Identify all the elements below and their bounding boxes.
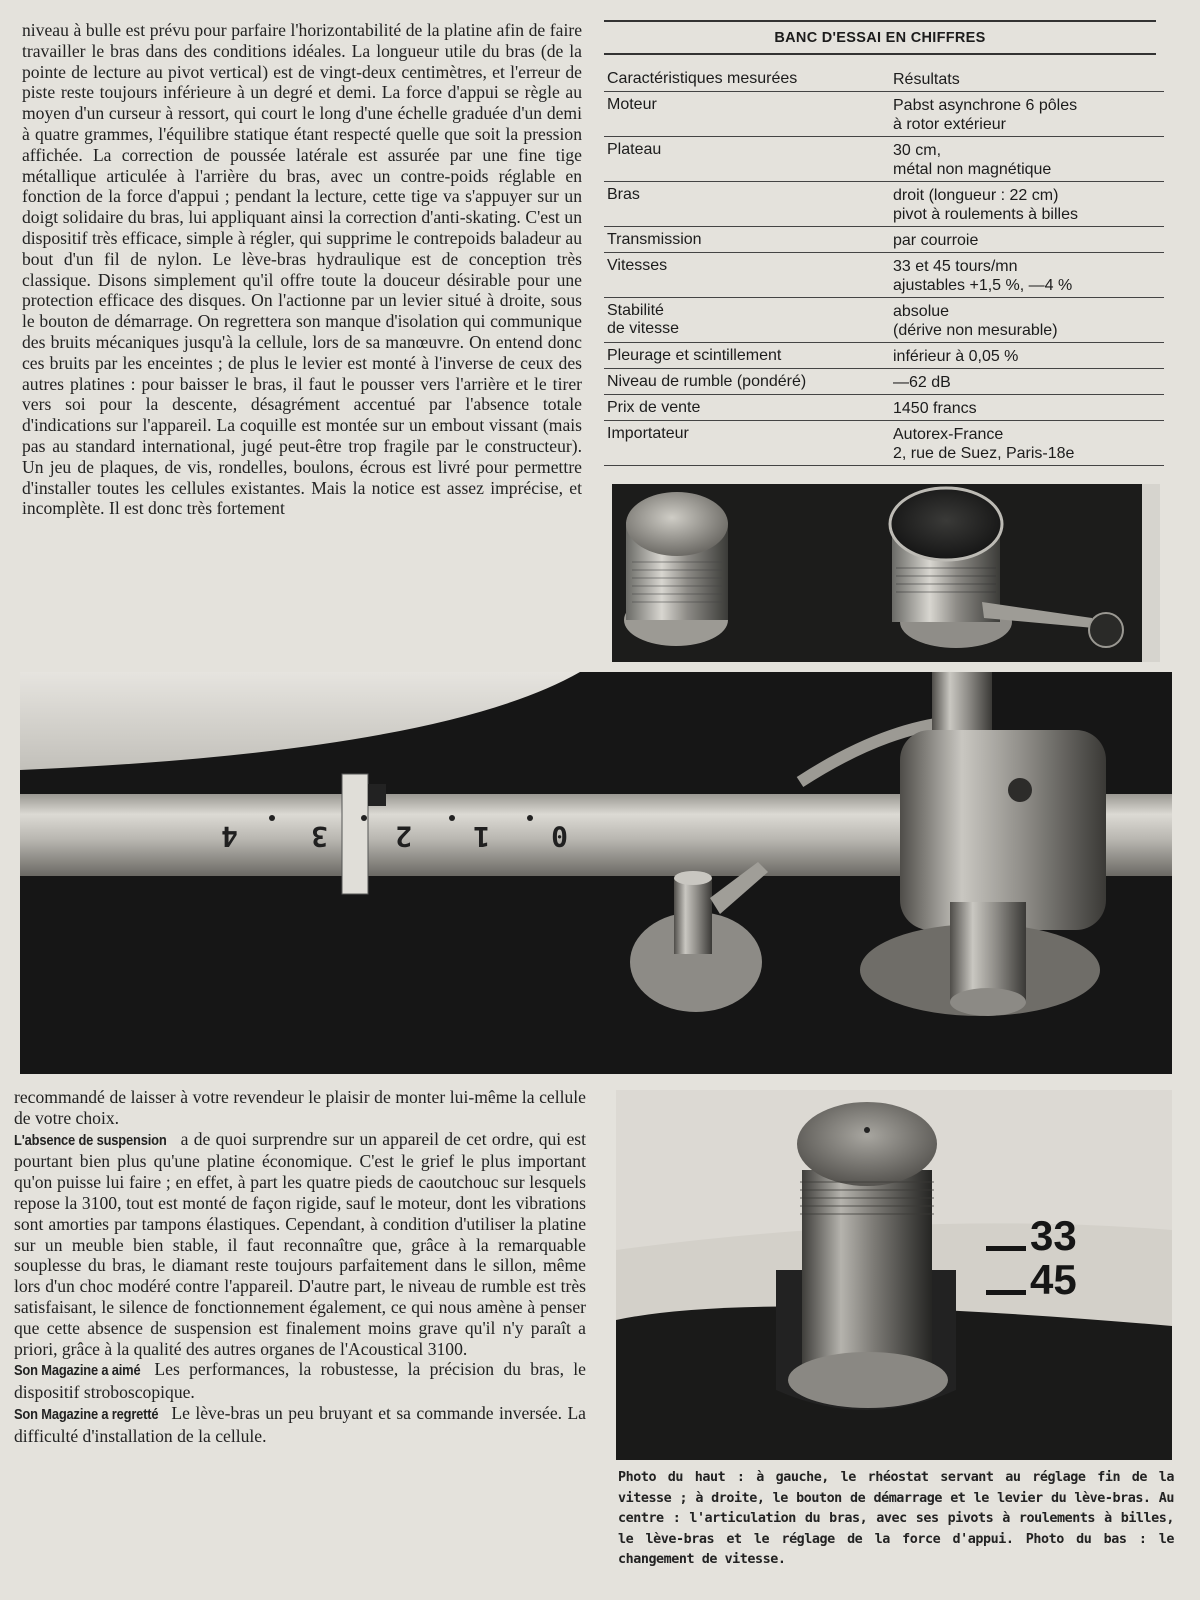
spec-value: par courroie	[893, 232, 979, 249]
regret-paragraph	[14, 1403, 586, 1447]
scale-mark-1: 1	[473, 820, 490, 853]
spec-label: Bras	[607, 186, 640, 203]
specs-row	[604, 227, 1164, 253]
rheostat-knob	[624, 492, 728, 646]
start-button-knob	[890, 488, 1012, 648]
suspension-paragraph	[14, 1129, 586, 1360]
article-paragraph: niveau à bulle est prévu pour parfaire l'horizontabilité de la platine afin de faire travailler le bras dans des conditions idéales. La longueur utile du bras (de la pointe de lecture au pivot vertical) est de vingt-deux centimètres, et l'erreur de piste reste toujours inférieure à un degré et demi. La force d'appui se règle au moyen d'un curseur à ressort, qui court le long d'une échelle graduée d'un demi à quatre grammes, l'équilibre statique étant respecté quelle que soit la pression affichée. La correction de poussée latérale est assurée par une fine tige métallique articulée à l'arrière du bras, avec un contre-poids réglable en fonction de la force d'appui ; pendant la lecture, cette tige va s'appuyer sur un doigt solidaire du bras, lui appliquant ainsi la correction d'anti-skating. C'est un dispositif très efficace, simple à régler, qui supprime le contrepoids baladeur au bout d'un fil de nylon. Le lève-bras hydraulique est de conception très classique. Disons simplement qu'il offre toute la douceur désirable pour une protection efficace des disques. On l'actionne par un levier situé à droite, sous le bouton de démarrage. On regrettera son manque d'isolation qui communique des bruits mécaniques jusqu'à la cellule, lors de sa manœuvre. On entend donc ces bruits par les enceintes ; de plus le levier est monté à l'inverse de ceux des autres platines : pour baisser le bras, il faut le pousser vers l'arrière et le tirer vers soi pour la descente, désagrément accentué par l'absence totale d'indications sur l'appareil. La coquille est montée sur un embout vissant (mais pas au standard international, jugé peut-être trop fragile par le constructeur). Un jeu de plaques, de vis, rondelles, boulons, écrous est livré pour permettre d'installer toutes les cellules existantes. Mais la notice est assez imprécise, et incomplète. Il est donc très fortement	[22, 20, 582, 519]
specs-row	[604, 137, 1164, 182]
spec-value: 33 et 45 tours/mn ajustables +1,5 %, —4 %	[893, 258, 1073, 294]
spec-label: Vitesses	[607, 257, 668, 274]
spec-value: inférieur à 0,05 %	[893, 348, 1019, 365]
specs-header-value: Résultats	[893, 71, 960, 88]
spec-value: 30 cm, métal non magnétique	[893, 142, 1052, 178]
liked-text: Les performances, la robustesse, la précision du bras, le dispositif stroboscopique.	[14, 1359, 586, 1403]
photo-knobs	[612, 484, 1160, 662]
tonearm-illustration	[20, 672, 1172, 1074]
spec-label: Importateur	[607, 425, 689, 442]
scale-mark-3: 3	[311, 820, 328, 853]
specs-row	[604, 395, 1164, 421]
article-column-top	[22, 20, 582, 519]
spec-value: 1450 francs	[893, 400, 977, 417]
spec-label: Prix de vente	[607, 399, 701, 416]
spec-value: Autorex-France 2, rue de Suez, Paris-18e	[893, 426, 1075, 462]
knobs-illustration	[612, 484, 1160, 662]
specs-row	[604, 343, 1164, 369]
article-column-bottom	[14, 1087, 586, 1447]
suspension-text: a de quoi surprendre sur un appareil de cet ordre, qui est pourtant bien plus qu'une platine économique. C'est le grief le plus important qu'on puisse lui faire ; en effet, à part les quatre pieds de caoutchouc sur lesquels repose la 3100, tout est monté de façon rigide, sauf le moteur, dont les vibrations sont amorties par tampons élastiques. Cependant, à condition d'utiliser la platine sur un meuble bien stable, il faut reconnaître que, grâce à la remarquable souplesse du bras, le diamant reste toujours parfaitement dans le sillon, même lors d'un choc modéré contre l'appareil. D'autre part, le niveau de rumble est très satisfaisant, le silence de fonctionnement également, ce qui nous amène à penser que cette absence de suspension est finalement moins grave qu'il n'y paraît a priori, grâce à la qualité des autres organes de l'Acoustical 3100.	[14, 1128, 586, 1359]
liked-runin: Son Magazine a aimé	[14, 1362, 141, 1380]
photo-tonearm	[20, 672, 1172, 1074]
speed-knob-illustration	[616, 1090, 1172, 1460]
specs-row	[604, 421, 1164, 466]
liked-paragraph	[14, 1359, 586, 1403]
spec-value: droit (longueur : 22 cm) pivot à roulements à billes	[893, 187, 1078, 223]
spec-label: Transmission	[607, 231, 702, 248]
specs-header-label: Caractéristiques mesurées	[607, 70, 798, 87]
specs-row	[604, 182, 1164, 227]
spec-label: Pleurage et scintillement	[607, 347, 782, 364]
regret-runin: Son Magazine a regretté	[14, 1405, 159, 1423]
spec-value: absolue (dérive non mesurable)	[893, 303, 1058, 339]
specs-title: BANC D'ESSAI EN CHIFFRES	[604, 20, 1156, 55]
specs-header-row	[604, 55, 1164, 92]
spec-label: Plateau	[607, 141, 662, 158]
spec-label: Niveau de rumble (pondéré)	[607, 373, 807, 390]
scale-mark-4: 4	[221, 820, 238, 853]
regret-text: Le lève-bras un peu bruyant et sa commande inversée. La difficulté d'installation de la cellule.	[14, 1402, 586, 1446]
speed-knob	[776, 1102, 956, 1410]
article-continuation: recommandé de laisser à votre revendeur le plaisir de monter lui-même la cellule de votre choix.	[14, 1087, 586, 1128]
speed-label-45: 45	[1030, 1256, 1077, 1303]
specs-row	[604, 92, 1164, 137]
spec-label: Moteur	[607, 96, 657, 113]
specs-row	[604, 253, 1164, 298]
photo-speed-change	[616, 1090, 1172, 1460]
spec-value: —62 dB	[893, 374, 951, 391]
specs-table	[604, 20, 1164, 466]
specs-rows	[604, 92, 1164, 466]
specs-row	[604, 369, 1164, 395]
speed-label-33: 33	[1030, 1212, 1077, 1259]
spec-label: Stabilité de vitesse	[607, 302, 680, 337]
suspension-runin: L'absence de suspension	[14, 1131, 167, 1149]
scale-mark-0: 0	[551, 820, 568, 853]
photo-caption: Photo du haut : à gauche, le rhéostat servant au réglage fin de la vitesse ; à droite, le bouton de démarrage et le levier du lève-bras. Au centre : l'articulation du bras, avec ses pivots à roulements à billes, le lève-bras et le réglage de la force d'appui. Photo du bas : le changement de vitesse.	[618, 1470, 1174, 1567]
spec-value: Pabst asynchrone 6 pôles à rotor extérieur	[893, 97, 1078, 133]
specs-row	[604, 298, 1164, 343]
scale-mark-2: 2	[395, 820, 412, 853]
